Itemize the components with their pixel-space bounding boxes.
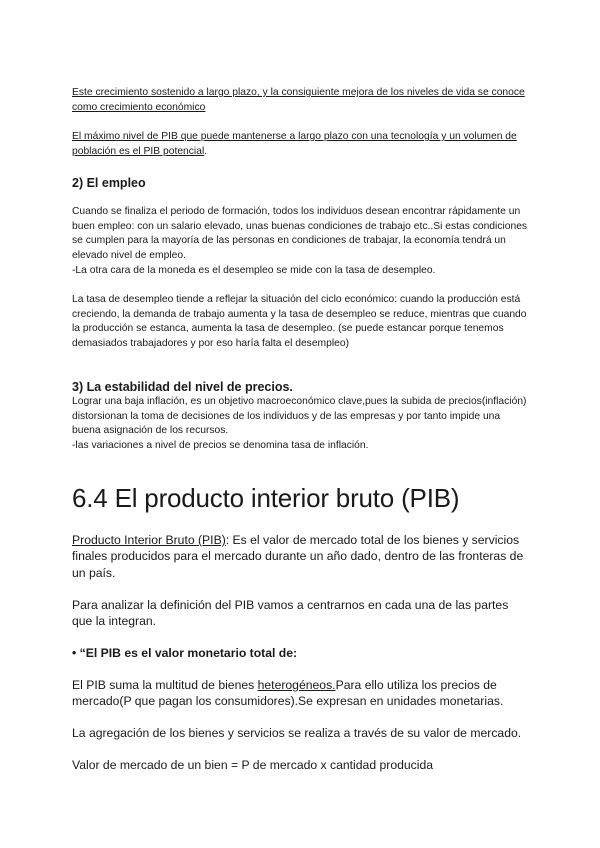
- valor-mercado-formula: Valor de mercado de un bien = P de mercado x cantidad producida: [72, 758, 434, 772]
- pib-definition-text: : Es el valor de mercado total de los bienes y servicios finales producidos para el mercado durante un año dado, dentro de las fronteras de un país.: [72, 533, 524, 580]
- crecimiento-paragraph: Este crecimiento sostenido a largo plazo, y la consiguiente mejora de los niveles de vida se conoce como crecimiento económico: [72, 87, 525, 113]
- tasa-desempleo-paragraph: La tasa de desempleo tiende a reflejar la situación del ciclo económico: cuando la producción está creciendo, la demanda de trabajo aumenta y la tasa de desempleo se reduce, mientras que cuando la producción se estanca, aumenta la tasa de desempleo. (se puede estancar porque tenemos demasiados trabajadores y por eso haría falta el desempleo): [72, 294, 527, 349]
- section-title: 6.4 El producto interior bruto (PIB): [72, 483, 460, 513]
- valor-monetario-bullet: • “El PIB es el valor monetario total de:: [72, 646, 298, 660]
- precios-heading: 3) La estabilidad del nivel de precios.: [72, 380, 293, 394]
- pib-analizar-paragraph: Para analizar la definición del PIB vamos a centrarnos en cada una de las partes que la integran.: [72, 598, 509, 629]
- pib-potencial-period: .: [204, 145, 208, 157]
- pib-suma-start: El PIB suma la multitud de bienes: [72, 678, 258, 692]
- empleo-paragraph-1: Cuando se finaliza el periodo de formación, todos los individuos desean encontrar rápidamente un buen empleo: con un salario elevado, unas buenas condiciones de trabajo etc..Si estas condiciones se cumplen para la mayoría de las personas en condiciones de trabajar, la economía tendrá un elevado nivel de empleo.: [72, 206, 528, 261]
- agregacion-paragraph: La agregación de los bienes y servicios se realiza a través de su valor de mercado.: [72, 726, 522, 740]
- precios-paragraph-2: -las variaciones a nivel de precios se denomina tasa de inflación.: [72, 440, 369, 451]
- pib-potencial-text: El máximo nivel de PIB que puede mantenerse a largo plazo con una tecnología y un volumen de población es el PIB potencial: [72, 131, 517, 157]
- precios-paragraph-1: Lograr una baja inflación, es un objetivo macroeconómico clave,pues la subida de precios(inflación) distorsionan la toma de decisiones de los individuos y de las empresas y por tanto impide una buena asignación de los recursos.: [72, 396, 527, 437]
- empleo-heading: 2) El empleo: [72, 176, 146, 190]
- pib-suma-paragraph: [72, 677, 527, 710]
- pib-potencial-paragraph: [72, 130, 532, 159]
- pib-definition-term: Producto Interior Bruto (PIB): [72, 533, 226, 547]
- heterogeneos-text: heterogéneos.: [257, 678, 336, 692]
- pib-definition: [72, 532, 527, 581]
- empleo-paragraph-2: -La otra cara de la moneda es el desempleo se mide con la tasa de desempleo.: [72, 265, 436, 276]
- pib-suma-end: Para ello utiliza los precios de mercado(P que pagan los consumidores).Se expresan en unidades monetarias.: [72, 678, 504, 709]
